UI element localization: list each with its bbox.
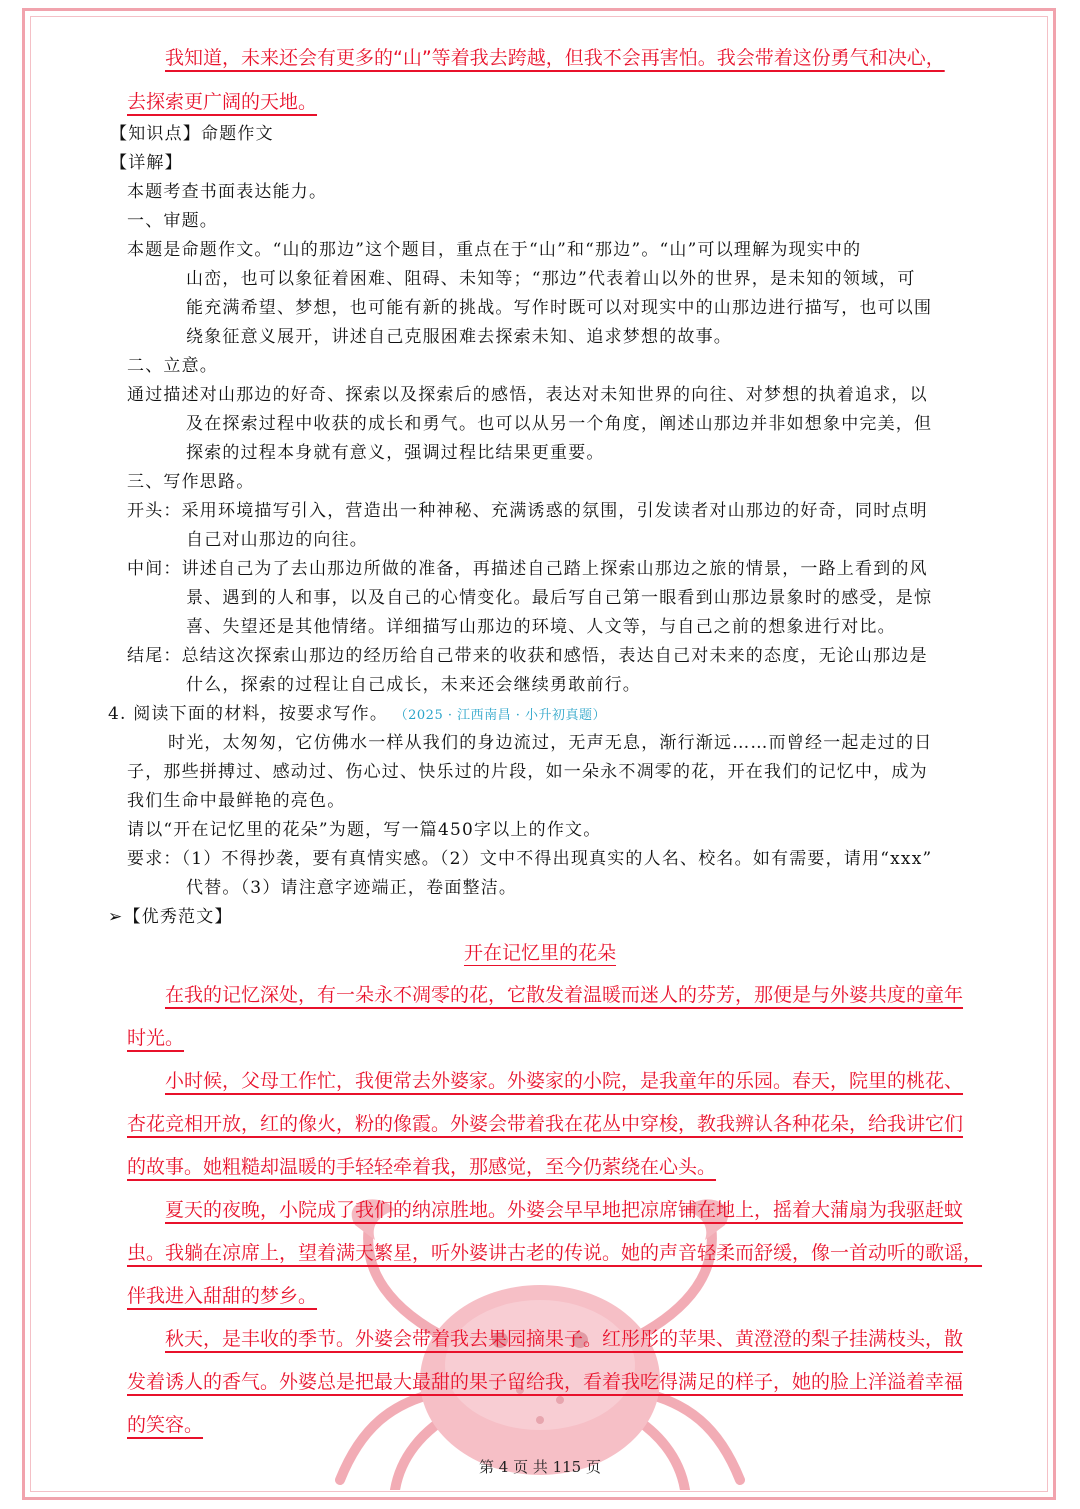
essay-line: 的故事。她粗糙却温暖的手轻轻牵着我，那感觉，至今仍萦绕在心头。 (127, 1156, 717, 1178)
detail-line: 什么，探索的过程让自己成长，未来还会继续勇敢前行。 (186, 675, 641, 695)
essay-line: 小时候，父母工作忙，我便常去外婆家。外婆家的小院，是我童年的乐园。春天，院里的桃花、 (165, 1070, 964, 1092)
essay-title: 开在记忆里的花朵 (463, 942, 616, 964)
detail-line: 中间：讲述自己为了去山那边所做的准备，再描述自己踏上探索山那边之旅的情景，一路上看到的风 (127, 559, 928, 579)
question-text: 4. 阅读下面的材料，按要求写作。 (108, 704, 389, 724)
detail-line: 绕象征意义展开，讲述自己克服困难去探索未知、追求梦想的故事。 (186, 327, 732, 347)
sample-essay-heading: ➢【优秀范文】 (108, 907, 233, 927)
essay-line: 夏天的夜晚，小院成了我们的纳凉胜地。外婆会早早地把凉席铺在地上，摇着大蒲扇为我驱赶蚊 (165, 1199, 964, 1221)
detail-line: 结尾：总结这次探索山那边的经历给自己带来的收获和感悟，表达自己对未来的态度，无论山那边是 (127, 646, 928, 666)
essay-line: 秋天，是丰收的季节。外婆会带着我去果园摘果子。红彤彤的苹果、黄澄澄的梨子挂满枝头，散 (165, 1328, 964, 1350)
detail-line: 本题是命题作文。“山的那边”这个题目，重点在于“山”和“那边”。“山”可以理解为现实中的 (127, 240, 862, 260)
detail-line: 三、写作思路。 (127, 472, 255, 492)
question-line: 时光，太匆匆，它仿佛水一样从我们的身边流过，无声无息，渐行渐远……而曾经一起走过的日 (168, 733, 933, 753)
question-line: 代替。（3）请注意字迹端正，卷面整洁。 (186, 878, 518, 898)
detail-line: 探索的过程本身就有意义，强调过程比结果更重要。 (186, 443, 605, 463)
detail-line: 景、遇到的人和事，以及自己的心情变化。最后写自己第一眼看到山那边景象时的感受，是惊 (186, 588, 933, 608)
page-footer: 第 4 页 共 115 页 (478, 1458, 601, 1476)
knowledge-point: 【知识点】命题作文 (110, 124, 274, 144)
detail-line: 自己对山那边的向往。 (186, 530, 368, 550)
essay-line: 时光。 (127, 1027, 185, 1049)
question-4 (108, 704, 606, 726)
essay-line: 杏花竞相开放，红的像火，粉的像霞。外婆会带着我在花丛中穿梭，教我辨认各种花朵，给我讲它们 (127, 1113, 964, 1135)
question-line: 请以“开在记忆里的花朵”为题，写一篇450字以上的作文。 (127, 820, 602, 840)
detail-line: 通过描述对山那边的好奇、探索以及探索后的感悟，表达对未知世界的向往、对梦想的执着追求，以 (127, 385, 928, 405)
question-line: 要求：（1）不得抄袭，要有真情实感。（2）文中不得出现真实的人名、校名。如有需要，请用“xxx” (127, 849, 933, 869)
top-red-line-2: 去探索更广阔的天地。 (127, 91, 318, 113)
question-source-tag: （2025 · 江西南昌 · 小升初真题） (394, 708, 607, 723)
essay-line: 伴我进入甜甜的梦乡。 (127, 1285, 318, 1307)
detail-line: 一、审题。 (127, 211, 218, 231)
essay-line: 在我的记忆深处，有一朵永不凋零的花，它散发着温暖而迷人的芬芳，那便是与外婆共度的童年 (165, 984, 964, 1006)
top-red-line-1: 我知道，未来还会有更多的“山”等着我去跨越，但我不会再害怕。我会带着这份勇气和决心， (165, 47, 945, 69)
question-line: 我们生命中最鲜艳的亮色。 (127, 791, 346, 811)
essay-line: 虫。我躺在凉席上，望着满天繁星，听外婆讲古老的传说。她的声音轻柔而舒缓，像一首动听的歌谣， (127, 1242, 983, 1264)
essay-line: 发着诱人的香气。外婆总是把最大最甜的果子留给我，看着我吃得满足的样子，她的脸上洋溢着幸福 (127, 1371, 964, 1393)
question-line: 子，那些拼搏过、感动过、伤心过、快乐过的片段，如一朵永不凋零的花，开在我们的记忆中，成为 (127, 762, 928, 782)
detail-line: 及在探索过程中收获的成长和勇气。也可以从另一个角度，阐述山那边并非如想象中完美，但 (186, 414, 933, 434)
detail-line: 喜、失望还是其他情绪。详细描写山那边的环境、人文等，与自己之前的想象进行对比。 (186, 617, 896, 637)
detail-heading: 【详解】 (110, 153, 183, 173)
detail-line: 开头：采用环境描写引入，营造出一种神秘、充满诱惑的氛围，引发读者对山那边的好奇，同时点明 (127, 501, 928, 521)
detail-line: 能充满希望、梦想，也可能有新的挑战。写作时既可以对现实中的山那边进行描写，也可以围 (186, 298, 933, 318)
detail-line: 本题考查书面表达能力。 (127, 182, 328, 202)
detail-line: 山峦，也可以象征着困难、阻碍、未知等；“那边”代表着山以外的世界，是未知的领域，可 (186, 269, 916, 289)
detail-line: 二、立意。 (127, 356, 218, 376)
essay-line: 的笑容。 (127, 1414, 204, 1436)
